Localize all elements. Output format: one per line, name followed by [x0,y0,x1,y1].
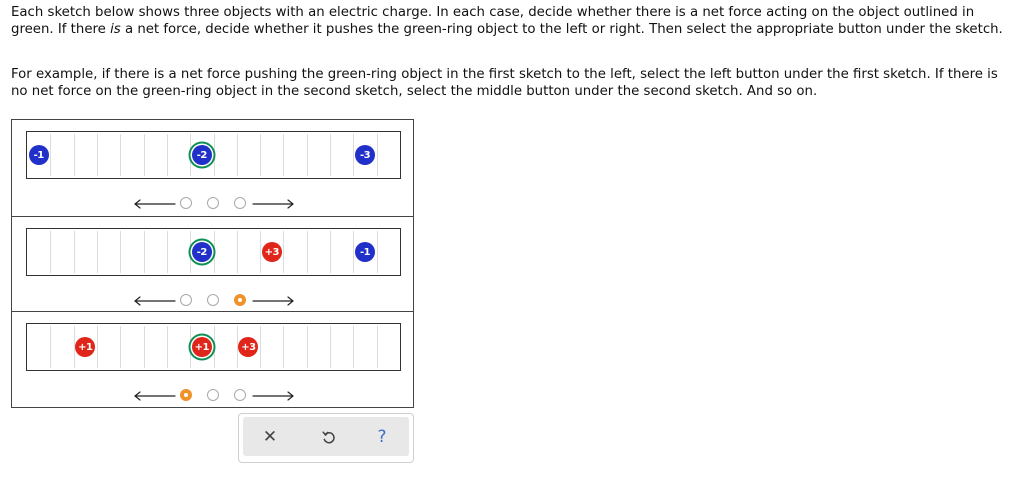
help-icon: ? [377,426,387,447]
help-button[interactable] [367,417,397,456]
radio-left[interactable] [180,389,192,401]
grid-line [214,134,215,176]
radio-right[interactable] [234,294,246,306]
grid-line [330,134,331,176]
instructions-paragraph-2: For example, if there is a net force pushing the green-ring object in the first sketch to the left, select the left button under the first sketch. If there is no net force on the green-ring object in the second sketch, select the middle button under the second sketch. And so on. [11,67,998,99]
grid-line [167,134,168,176]
charge: +3 [262,242,282,262]
charge: +1 [75,337,95,357]
arrow-right-icon [251,196,295,212]
grid-line [144,231,145,273]
charge: +3 [238,337,258,357]
radio-none[interactable] [207,389,219,401]
grid-line [307,231,308,273]
sketch-3 [12,311,413,407]
grid-line [167,326,168,368]
answer-controls [12,196,413,212]
charge: -1 [29,145,49,165]
answer-toolbar [238,413,414,463]
answer-controls [12,388,413,404]
grid-line [260,231,261,273]
grid-line [214,231,215,273]
grid-line [260,326,261,368]
target-charge: +1 [192,337,212,357]
grid-line [97,326,98,368]
grid-line [50,326,51,368]
grid-line [237,134,238,176]
sketch-box [26,228,401,276]
grid-line [74,231,75,273]
arrow-right-icon [251,293,295,309]
grid-line [74,134,75,176]
radio-left[interactable] [180,294,192,306]
grid-line [120,134,121,176]
clear-button[interactable] [255,417,285,456]
grid-line [283,326,284,368]
grid-line [50,134,51,176]
grid-line [120,231,121,273]
sketch-2 [12,216,413,312]
sketch-panel [11,119,414,408]
charge: -1 [355,242,375,262]
grid-line [167,231,168,273]
arrow-right-icon [251,388,295,404]
sketch-box [26,131,401,179]
undo-icon [321,429,337,445]
grid-line [144,326,145,368]
grid-line [120,326,121,368]
arrow-left-icon [133,388,177,404]
grid-line [260,134,261,176]
close-icon: ✕ [262,426,278,447]
grid-line [307,134,308,176]
grid-line [237,231,238,273]
grid-line [97,134,98,176]
grid-line [330,326,331,368]
grid-line [144,134,145,176]
radio-right[interactable] [234,389,246,401]
grid-line [307,326,308,368]
undo-button[interactable] [314,417,344,456]
grid-line [377,231,378,273]
grid-line [377,326,378,368]
grid-line [283,134,284,176]
grid-line [377,134,378,176]
instructions-text-1a: Each sketch below shows three objects with an electric charge. In each case, decide whether there is a net force acting on the object outlined in green. If there [11,5,975,37]
charge: -3 [355,145,375,165]
grid-line [330,231,331,273]
grid-line [353,326,354,368]
instructions-paragraph-1 [11,5,1011,38]
radio-right[interactable] [234,197,246,209]
sketch-box [26,323,401,371]
grid-line [97,231,98,273]
answer-controls [12,293,413,309]
arrow-left-icon [133,293,177,309]
instructions-text-1b: a net force, decide whether it pushes the green-ring object to the left or right. Then select the appropriate button under the sketch. [120,21,1003,37]
radio-none[interactable] [207,294,219,306]
instructions-text-emphasis: is [110,21,121,37]
grid-line [283,231,284,273]
grid-line [214,326,215,368]
arrow-left-icon [133,196,177,212]
sketch-1 [12,120,413,216]
grid-line [50,231,51,273]
toolbar-inner [243,417,409,456]
radio-none[interactable] [207,197,219,209]
target-charge: -2 [192,242,212,262]
radio-left[interactable] [180,197,192,209]
target-charge: -2 [192,145,212,165]
